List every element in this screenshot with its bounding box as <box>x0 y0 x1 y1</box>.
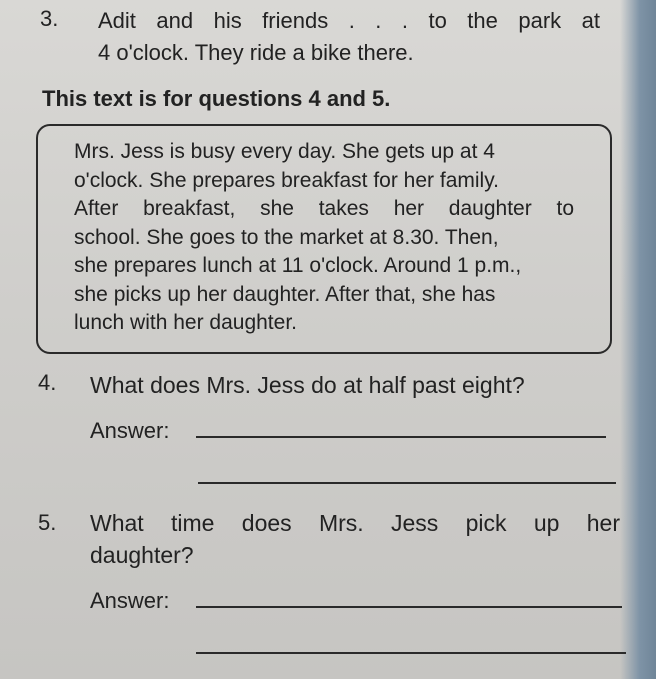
passage-intro-heading: This text is for questions 4 and 5. <box>42 86 391 111</box>
page-edge-background <box>620 0 656 679</box>
question-5-text-line-2: daughter? <box>90 542 194 568</box>
question-4-text: What does Mrs. Jess do at half past eight? <box>90 372 525 398</box>
passage-line: school. She goes to the market at 8.30. Then, <box>74 225 499 249</box>
question-3-number: 3. <box>40 6 59 31</box>
passage-line: she picks up her daughter. After that, she has <box>74 282 496 306</box>
question-4-answer-label: Answer: <box>90 418 170 443</box>
question-5-answer-label: Answer: <box>90 588 170 613</box>
passage-text <box>74 138 574 338</box>
question-3-text-line-1: Adit and his friends . . . to the park at <box>98 8 600 33</box>
question-5-answer-line[interactable] <box>196 652 626 654</box>
passage-line: Mrs. Jess is busy every day. She gets up at 4 <box>74 140 495 163</box>
passage-line: o'clock. She prepares breakfast for her family. <box>74 168 499 192</box>
question-3-text-line-2: 4 o'clock. They ride a bike there. <box>98 40 414 65</box>
question-4-number: 4. <box>38 370 57 395</box>
passage-line: lunch with her daughter. <box>74 311 297 334</box>
passage-line: she prepares lunch at 11 o'clock. Around 1 p.m., <box>74 254 522 277</box>
question-4-answer-line[interactable] <box>196 436 606 438</box>
question-5-number: 5. <box>38 510 57 535</box>
question-5-text-line-1: What time does Mrs. Jess pick up her <box>90 510 620 536</box>
question-5-answer-line[interactable] <box>196 606 622 608</box>
passage-line: After breakfast, she takes her daughter to <box>74 197 574 220</box>
question-4-answer-line[interactable] <box>198 482 616 484</box>
